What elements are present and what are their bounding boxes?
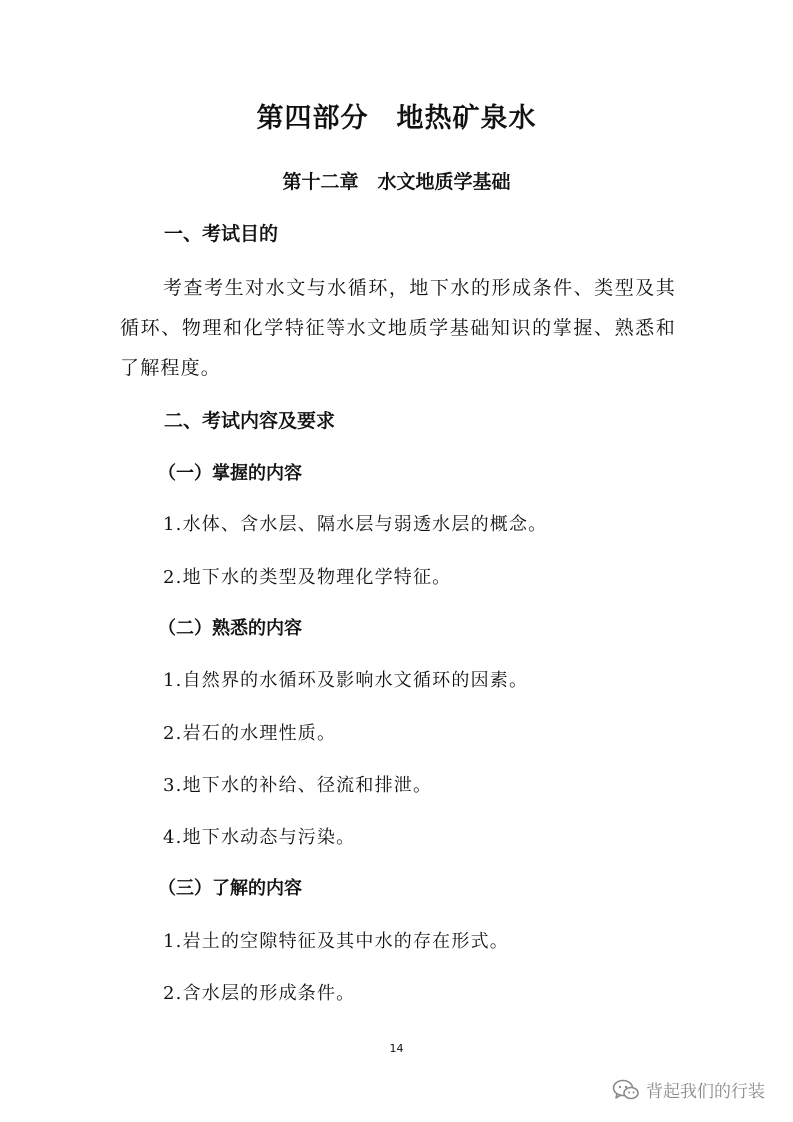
watermark-text: 背起我们的行装 [646,1082,765,1102]
wechat-icon [612,1079,640,1101]
subsection-familiar-heading: （二）熟悉的内容 [158,618,302,639]
chapter-title: 第十二章 水文地质学基础 [282,171,511,193]
section1-heading: 一、考试目的 [164,223,279,245]
section2-heading: 二、考试内容及要求 [164,410,336,432]
list-item: 3.地下水的补给、径流和排泄。 [163,775,433,796]
page-title: 第四部分 地热矿泉水 [256,103,537,134]
list-item: 2.含水层的形成条件。 [163,983,356,1004]
list-item: 2.岩石的水理性质。 [163,723,337,744]
list-item: 1.自然界的水循环及影响水文循环的因素。 [163,670,529,691]
watermark [612,1077,765,1102]
subsection-understand-heading: （三）了解的内容 [158,878,302,899]
subsection-mastery-heading: （一）掌握的内容 [158,463,302,484]
list-item: 2.地下水的类型及物理化学特征。 [163,567,452,588]
list-item: 4.地下水动态与污染。 [163,827,356,848]
page-number: 14 [389,1042,404,1055]
section1-paragraph: 考查考生对水文与水循环，地下水的形成条件、类型及其循环、物理和化学特征等水文地质学基础知识的掌握、熟悉和了解程度。 [120,277,676,379]
list-item: 1.水体、含水层、隔水层与弱透水层的概念。 [163,514,548,535]
list-item: 1.岩土的空隙特征及其中水的存在形式。 [163,931,509,952]
